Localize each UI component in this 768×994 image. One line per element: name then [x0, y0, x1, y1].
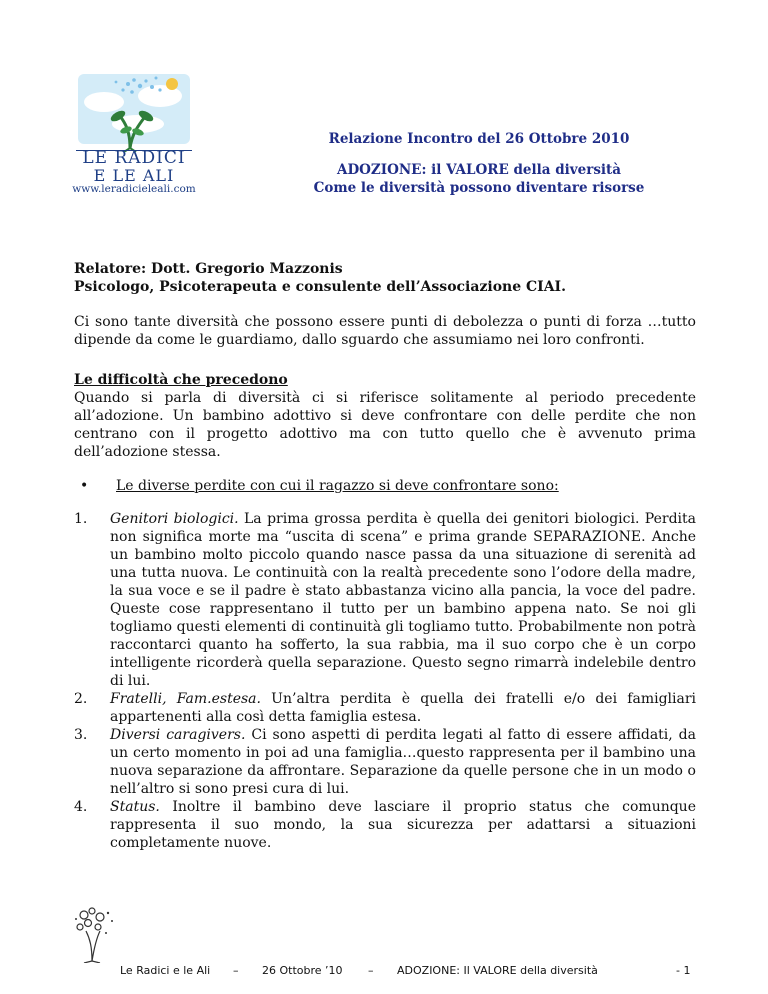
logo-url: www.leradicieleali.com	[72, 183, 196, 195]
list-item	[74, 510, 696, 690]
footer-title: ADOZIONE: Il VALORE della diversità	[397, 964, 598, 977]
losses-list	[74, 510, 696, 852]
list-item-text: Ci sono aspetti di perdita legati al fatto di essere affidati, da un certo momento in poi ad una famiglia…questo rappresenta per il bambino una nuova separazione da affrontare. Separazione da quelle persone che in un modo o nell’altro si sono presi cura di lui.	[110, 727, 696, 797]
footer-separator: –	[233, 964, 239, 977]
list-item-title: Genitori biologici.	[110, 511, 239, 527]
section-paragraph: Quando si parla di diversità ci si riferisce solitamente al periodo precedente all’adozione. Un bambino adottivo si deve confrontare con delle perdite che non centrano con il progetto adottivo ma con tutto quello che è avvenuto prima dell’adozione stessa.	[74, 390, 696, 460]
footer-tree-icon	[70, 903, 118, 963]
logo-line-1: LE RADICI	[82, 148, 186, 168]
list-item	[74, 798, 696, 852]
list-item-number: 4.	[74, 799, 88, 815]
report-subtitle: ADOZIONE: il VALORE della diversità	[336, 162, 622, 178]
list-item-title: Status.	[110, 799, 160, 815]
logo	[68, 72, 200, 195]
speaker-role: Psicologo, Psicoterapeuta e consulente dell’Associazione CIAI.	[74, 279, 566, 295]
list-item	[74, 690, 696, 726]
list-item-number: 3.	[74, 727, 88, 743]
list-item-title: Fratelli, Fam.estesa.	[110, 691, 261, 707]
logo-line-2: E LE ALI	[93, 166, 175, 185]
list-item-text: La prima grossa perdita è quella dei genitori biologici. Perdita non significa morte ma “uscita di scena” e prima grande SEPARAZIONE. Anche un bambino molto piccolo quando nasce passa da una situazione di serenità ad una tutta nuova. Le continuità con la realtà precedente sono l’odore della madre, la sua voce e se il padre è stato abbastanza vicino alla pancia, la voce del padre. Queste cose rappresentano il tutto per un bambino appena nato. Se noi gli togliamo questi elementi di continuità gli togliamo tutto. Probabilmente non potrà raccontarci quanto ha sofferto, la sua rabbia, ma il suo corpo che è un corpo intelligente ricorderà quella separazione. Questo segno rimarrà indelebile dentro di lui.	[110, 511, 696, 689]
list-item-number: 1.	[74, 511, 88, 527]
list-item-number: 2.	[74, 691, 88, 707]
bullet-text: Le diverse perdite con cui il ragazzo si deve confrontare sono:	[116, 478, 559, 494]
list-item-text: Un’altra perdita è quella dei fratelli e/o dei famigliari appartenenti alla così detta famiglia estesa.	[110, 691, 696, 725]
footer-date: 26 Ottobre ’10	[262, 964, 343, 977]
list-item-text: Inoltre il bambino deve lasciare il proprio status che comunque rappresenta il suo mondo, la sua sicurezza per adattarsi a situazioni completamente nuove.	[110, 799, 696, 851]
logo-tree-icon	[68, 72, 200, 152]
report-subtitle-2: Come le diversità possono diventare risorse	[313, 180, 645, 196]
section-heading: Le difficoltà che precedono	[74, 372, 288, 388]
report-title: Relazione Incontro del 26 Ottobre 2010	[328, 131, 630, 147]
footer-separator: –	[368, 964, 374, 977]
speaker-name: Relatore: Dott. Gregorio Mazzonis	[74, 261, 343, 277]
page-number: - 1	[676, 964, 691, 977]
list-item-title: Diversi caragivers.	[110, 727, 246, 743]
footer-org: Le Radici e le Ali	[120, 964, 211, 977]
bullet-icon: •	[80, 478, 89, 494]
intro-paragraph: Ci sono tante diversità che possono essere punti di debolezza o punti di forza …tutto dipende da come le guardiamo, dallo sguardo che assumiamo nei loro confronti.	[74, 314, 696, 348]
list-item	[74, 726, 696, 798]
